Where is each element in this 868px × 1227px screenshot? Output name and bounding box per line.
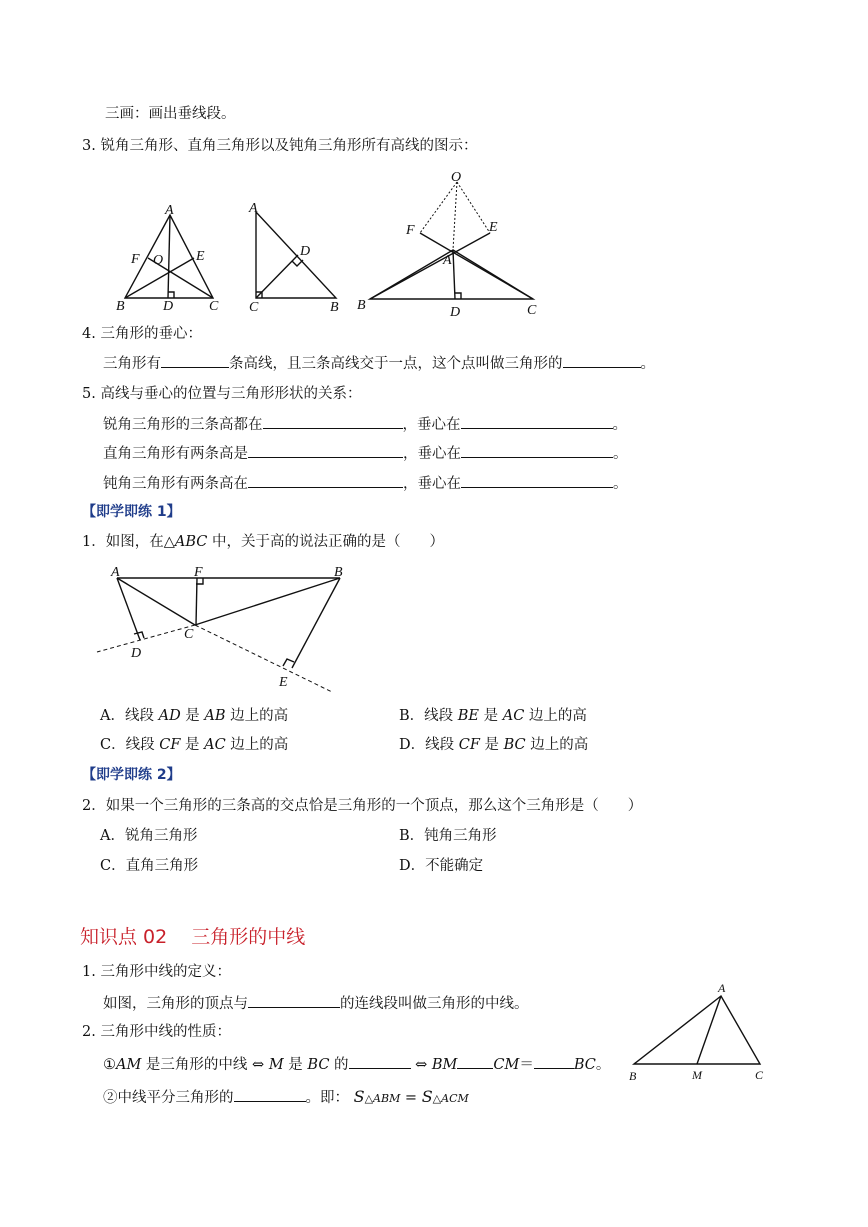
label-a: A [249, 201, 258, 216]
step3-text: 三画：画出垂线段。 [105, 106, 236, 122]
item5-row-obtuse: 钝角三角形有两条高在 ，垂心在 。 [103, 472, 628, 494]
triangle-abc [634, 996, 760, 1064]
label-c: C [755, 1068, 764, 1082]
label-c: C [527, 303, 537, 318]
right-angle-d [455, 293, 461, 299]
practice1-option-b[interactable]: B．线段 BE 是 AC 边上的高 [399, 708, 587, 724]
practice2-option-c[interactable]: C．直角三角形 [100, 858, 199, 874]
label-b: B [334, 565, 343, 580]
label-d: D [131, 646, 142, 661]
segment-cf [196, 578, 197, 625]
label-d: D [450, 305, 461, 320]
label-a: A [443, 253, 452, 268]
practice1-option-c[interactable]: C．线段 CF 是 AC 边上的高 [100, 737, 289, 753]
blank-right-orthocenter[interactable] [461, 442, 613, 458]
altitude-cf [420, 233, 533, 299]
label-b: B [116, 299, 125, 314]
item4-title: 4. 三角形的垂心： [82, 326, 202, 342]
label-o: O [153, 253, 164, 268]
median-figure [625, 978, 775, 1083]
label-b: B [629, 1069, 637, 1083]
practice1-label: 【即学即练 1】 [82, 504, 181, 520]
label-a: A [111, 565, 120, 580]
altitude-ad [453, 250, 455, 299]
right-angle-e [283, 659, 294, 666]
label-c: C [184, 627, 194, 642]
label-b: B [357, 298, 366, 313]
section-title: 三角形的中线 [191, 926, 306, 948]
label-f: F [194, 565, 203, 580]
altitude-ad [168, 215, 170, 298]
segment-ad [117, 578, 140, 640]
blank-acute-altitudes[interactable] [263, 413, 403, 429]
blank-orthocenter[interactable] [563, 352, 641, 368]
median-prop-title: 2. 三角形中线的性质： [82, 1024, 231, 1040]
acute-triangle-figure [112, 198, 232, 318]
item5-row-right: 直角三角形有两条高是 ，垂心在 。 [103, 442, 628, 464]
item5-row-acute: 锐角三角形的三条高都在 ，垂心在 。 [103, 413, 627, 435]
blank-altitude-count[interactable] [161, 352, 229, 368]
label-c: C [209, 299, 219, 314]
extension-ce [195, 625, 332, 692]
right-triangle-figure [244, 196, 344, 316]
obtuse-triangle-figure [355, 166, 545, 320]
blank-bm-cm[interactable] [457, 1053, 493, 1069]
practice2-label: 【即学即练 2】 [82, 767, 181, 783]
blank-fraction[interactable] [534, 1053, 574, 1069]
right-angle-d [168, 292, 174, 298]
right-angle-d [292, 260, 303, 266]
extension-od [453, 182, 457, 250]
practice1-question: 1．如图，在△ABC 中，关于高的说法正确的是（ ） [82, 534, 444, 550]
item5-title: 5. 高线与垂心的位置与三角形形状的关系： [82, 386, 362, 402]
label-o: O [451, 170, 462, 185]
median-prop2: ②中线平分三角形的 。即： S△ABM = S△ACM [103, 1087, 469, 1106]
practice1-option-d[interactable]: D．线段 CF 是 BC 边上的高 [399, 737, 589, 753]
label-f: F [131, 252, 140, 267]
blank-obtuse-orthocenter[interactable] [461, 472, 613, 488]
altitude-be [370, 233, 490, 299]
blank-acute-orthocenter[interactable] [461, 413, 613, 429]
median-def-title: 1. 三角形中线的定义： [82, 964, 231, 980]
label-a: A [165, 203, 174, 218]
extension-cd [97, 625, 195, 652]
label-d: D [300, 244, 311, 259]
median-prop1: ①AM 是三角形的中线 ⇔ M 是 BC 的 ⇔ BM CM＝ BC。 [103, 1053, 610, 1075]
extension-of [420, 182, 457, 233]
label-c: C [249, 300, 259, 315]
segment-ac [117, 578, 195, 625]
label-a: A [718, 981, 726, 995]
practice1-option-a[interactable]: A．线段 AD 是 AB 边上的高 [100, 708, 289, 724]
practice2-question: 2．如果一个三角形的三条高的交点恰是三角形的一个顶点，那么这个三角形是（ ） [82, 798, 643, 814]
blank-right-altitudes[interactable] [248, 442, 403, 458]
label-e: E [279, 675, 288, 690]
label-e: E [489, 220, 498, 235]
practice1-figure [95, 558, 343, 693]
label-m: M [692, 1068, 702, 1082]
practice2-option-a[interactable]: A．锐角三角形 [100, 828, 198, 844]
item4-line: 三角形有 条高线，且三条高线交于一点，这个点叫做三角形的 。 [103, 352, 655, 374]
median-def-line: 如图，三角形的顶点与 的连线段叫做三角形的中线。 [103, 992, 529, 1014]
practice2-option-b[interactable]: B．钝角三角形 [399, 828, 497, 844]
label-b: B [330, 300, 339, 315]
blank-midpoint[interactable] [349, 1053, 411, 1069]
blank-area[interactable] [234, 1086, 306, 1102]
section-number: 知识点 02 [80, 926, 168, 948]
item3-text: 3. 锐角三角形、直角三角形以及钝角三角形所有高线的图示： [82, 138, 478, 154]
section-heading [80, 922, 305, 949]
practice2-option-d[interactable]: D．不能确定 [399, 858, 484, 874]
label-f: F [406, 223, 415, 238]
blank-obtuse-altitudes[interactable] [248, 472, 403, 488]
extension-oe [457, 182, 490, 233]
label-d: D [163, 299, 174, 314]
label-e: E [196, 249, 205, 264]
blank-opposite-side-midpoint[interactable] [248, 992, 340, 1008]
